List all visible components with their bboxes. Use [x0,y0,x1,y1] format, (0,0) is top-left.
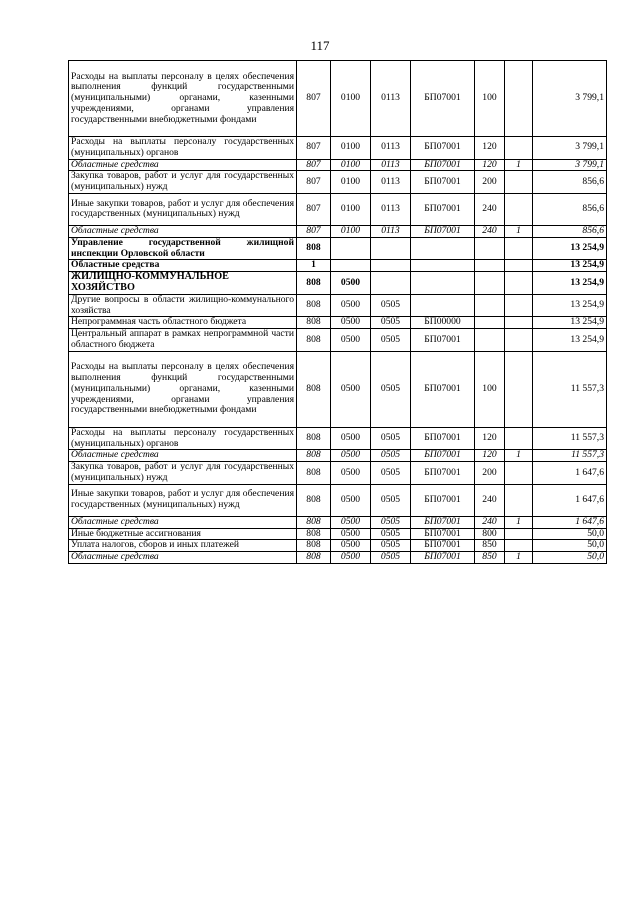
grbs-code-cell: 808 [297,294,331,317]
section-code-cell: 0500 [331,272,371,295]
grbs-code-cell: 808 [297,317,331,329]
funding-source-cell [505,193,533,225]
grbs-code-cell: 808 [297,528,331,540]
subsection-code-cell: 0113 [371,137,411,160]
amount-cell: 13 254,9 [533,260,607,272]
grbs-code-cell: 808 [297,540,331,552]
funding-source-cell [505,540,533,552]
section-code-cell [331,237,371,260]
funding-source-cell: 1 [505,225,533,237]
row-name-cell: Областные средства [69,552,297,564]
section-code-cell: 0500 [331,516,371,528]
grbs-code-cell: 807 [297,225,331,237]
subsection-code-cell: 0505 [371,484,411,516]
target-article-cell: БП07001 [411,462,475,485]
grbs-code-cell: 808 [297,237,331,260]
row-name-cell: Областные средства [69,450,297,462]
section-code-cell: 0500 [331,317,371,329]
expense-type-cell: 850 [475,552,505,564]
amount-cell: 856,6 [533,171,607,194]
subsection-code-cell: 0505 [371,528,411,540]
row-name-cell: Иные закупки товаров, работ и услуг для обеспечения государственных (муниципальных) нужд [69,484,297,516]
section-code-cell: 0500 [331,329,371,352]
section-code-cell: 0100 [331,137,371,160]
target-article-cell [411,294,475,317]
amount-cell: 1 647,6 [533,462,607,485]
amount-cell: 3 799,1 [533,61,607,137]
amount-cell: 856,6 [533,225,607,237]
expense-type-cell: 120 [475,159,505,171]
table-row [69,61,607,137]
expense-type-cell [475,260,505,272]
grbs-code-cell: 807 [297,61,331,137]
target-article-cell: БП07001 [411,516,475,528]
target-article-cell: БП07001 [411,427,475,450]
amount-cell: 50,0 [533,552,607,564]
section-code-cell: 0500 [331,351,371,427]
target-article-cell: БП07001 [411,552,475,564]
table-row [69,171,607,194]
grbs-code-cell: 808 [297,450,331,462]
expense-type-cell [475,237,505,260]
subsection-code-cell [371,237,411,260]
target-article-cell: БП07001 [411,193,475,225]
row-name-cell: Областные средства [69,260,297,272]
subsection-code-cell: 0505 [371,329,411,352]
target-article-cell: БП07001 [411,450,475,462]
table-row [69,294,607,317]
subsection-code-cell: 0505 [371,552,411,564]
target-article-cell: БП07001 [411,484,475,516]
grbs-code-cell: 808 [297,462,331,485]
expense-type-cell: 120 [475,427,505,450]
target-article-cell [411,272,475,295]
grbs-code-cell: 808 [297,516,331,528]
table-row [69,450,607,462]
table-row [69,552,607,564]
subsection-code-cell: 0505 [371,317,411,329]
table-row [69,528,607,540]
grbs-code-cell: 808 [297,351,331,427]
amount-cell: 13 254,9 [533,317,607,329]
section-code-cell: 0500 [331,540,371,552]
funding-source-cell: 1 [505,159,533,171]
expense-type-cell: 240 [475,193,505,225]
subsection-code-cell: 0113 [371,171,411,194]
funding-source-cell [505,484,533,516]
budget-table [68,60,607,564]
amount-cell: 3 799,1 [533,137,607,160]
grbs-code-cell: 808 [297,427,331,450]
table-row [69,225,607,237]
funding-source-cell [505,329,533,352]
table-row [69,540,607,552]
amount-cell: 11 557,3 [533,351,607,427]
table-row [69,137,607,160]
table-row [69,484,607,516]
section-code-cell: 0500 [331,484,371,516]
section-code-cell [331,260,371,272]
funding-source-cell [505,260,533,272]
row-name-cell: Управление государственной жилищной инспекции Орловской области [69,237,297,260]
table-row [69,351,607,427]
funding-source-cell [505,351,533,427]
row-name-cell: Другие вопросы в области жилищно-коммунального хозяйства [69,294,297,317]
expense-type-cell: 120 [475,137,505,160]
subsection-code-cell: 0505 [371,540,411,552]
grbs-code-cell: 807 [297,193,331,225]
grbs-code-cell: 807 [297,171,331,194]
amount-cell: 13 254,9 [533,294,607,317]
amount-cell: 3 799,1 [533,159,607,171]
row-name-cell: Иные бюджетные ассигнования [69,528,297,540]
grbs-code-cell: 1 [297,260,331,272]
row-name-cell: Областные средства [69,159,297,171]
row-name-cell: Непрограммная часть областного бюджета [69,317,297,329]
target-article-cell: БП07001 [411,528,475,540]
grbs-code-cell: 808 [297,552,331,564]
target-article-cell: БП07001 [411,171,475,194]
section-code-cell: 0500 [331,294,371,317]
section-code-cell: 0100 [331,159,371,171]
expense-type-cell: 100 [475,351,505,427]
section-code-cell: 0100 [331,171,371,194]
target-article-cell: БП07001 [411,137,475,160]
subsection-code-cell: 0505 [371,450,411,462]
amount-cell: 13 254,9 [533,272,607,295]
section-code-cell: 0500 [331,450,371,462]
target-article-cell: БП07001 [411,540,475,552]
expense-type-cell [475,329,505,352]
row-name-cell: Центральный аппарат в рамках непрограммной части областного бюджета [69,329,297,352]
table-row [69,329,607,352]
funding-source-cell: 1 [505,552,533,564]
funding-source-cell [505,137,533,160]
amount-cell: 1 647,6 [533,484,607,516]
funding-source-cell [505,317,533,329]
expense-type-cell: 800 [475,528,505,540]
section-code-cell: 0500 [331,427,371,450]
section-code-cell: 0100 [331,225,371,237]
table-row [69,237,607,260]
subsection-code-cell: 0113 [371,225,411,237]
table-row [69,193,607,225]
row-name-cell: Областные средства [69,225,297,237]
amount-cell: 1 647,6 [533,516,607,528]
expense-type-cell: 200 [475,171,505,194]
subsection-code-cell: 0505 [371,351,411,427]
target-article-cell: БП07001 [411,159,475,171]
row-name-cell: Расходы на выплаты персоналу в целях обеспечения выполнения функций государственными (муниципальными) органами, казенными учреждениями, органами управления государственными внебюджетными фондами [69,351,297,427]
expense-type-cell: 240 [475,225,505,237]
funding-source-cell [505,61,533,137]
table-row [69,427,607,450]
subsection-code-cell: 0505 [371,427,411,450]
grbs-code-cell: 808 [297,329,331,352]
row-name-cell: Расходы на выплаты персоналу в целях обеспечения выполнения функций государственными (муниципальными) органами, казенными учреждениями, органами управления государственными внебюджетными фондами [69,61,297,137]
grbs-code-cell: 808 [297,272,331,295]
section-code-cell: 0100 [331,193,371,225]
section-code-cell: 0100 [331,61,371,137]
row-name-cell: Расходы на выплаты персоналу государственных (муниципальных) органов [69,137,297,160]
table-row [69,260,607,272]
row-name-cell: Уплата налогов, сборов и иных платежей [69,540,297,552]
expense-type-cell: 850 [475,540,505,552]
grbs-code-cell: 808 [297,484,331,516]
target-article-cell: БП07001 [411,329,475,352]
target-article-cell: БП07001 [411,351,475,427]
expense-type-cell: 200 [475,462,505,485]
funding-source-cell [505,462,533,485]
amount-cell: 856,6 [533,193,607,225]
expense-type-cell [475,294,505,317]
row-name-cell: Областные средства [69,516,297,528]
funding-source-cell [505,294,533,317]
target-article-cell: БП00000 [411,317,475,329]
row-name-cell: ЖИЛИЩНО-КОММУНАЛЬНОЕ ХОЗЯЙСТВО [69,272,297,295]
expense-type-cell: 240 [475,484,505,516]
target-article-cell: БП07001 [411,225,475,237]
row-name-cell: Расходы на выплаты персоналу государственных (муниципальных) органов [69,427,297,450]
row-name-cell: Закупка товаров, работ и услуг для государственных (муниципальных) нужд [69,171,297,194]
subsection-code-cell: 0505 [371,294,411,317]
subsection-code-cell [371,260,411,272]
amount-cell: 50,0 [533,540,607,552]
target-article-cell [411,260,475,272]
section-code-cell: 0500 [331,552,371,564]
expense-type-cell: 100 [475,61,505,137]
page-number: 117 [310,38,330,53]
target-article-cell: БП07001 [411,61,475,137]
funding-source-cell [505,427,533,450]
expense-type-cell: 120 [475,450,505,462]
subsection-code-cell [371,272,411,295]
subsection-code-cell: 0113 [371,61,411,137]
grbs-code-cell: 807 [297,159,331,171]
subsection-code-cell: 0113 [371,193,411,225]
section-code-cell: 0500 [331,528,371,540]
subsection-code-cell: 0505 [371,516,411,528]
funding-source-cell [505,237,533,260]
funding-source-cell: 1 [505,450,533,462]
amount-cell: 13 254,9 [533,329,607,352]
expense-type-cell: 240 [475,516,505,528]
row-name-cell: Иные закупки товаров, работ и услуг для обеспечения государственных (муниципальных) нужд [69,193,297,225]
subsection-code-cell: 0505 [371,462,411,485]
table-row [69,272,607,295]
funding-source-cell: 1 [505,516,533,528]
table-row [69,462,607,485]
amount-cell: 50,0 [533,528,607,540]
subsection-code-cell: 0113 [371,159,411,171]
amount-cell: 11 557,3 [533,427,607,450]
row-name-cell: Закупка товаров, работ и услуг для государственных (муниципальных) нужд [69,462,297,485]
expense-type-cell [475,317,505,329]
amount-cell: 11 557,3 [533,450,607,462]
table-row [69,317,607,329]
table-row [69,516,607,528]
grbs-code-cell: 807 [297,137,331,160]
section-code-cell: 0500 [331,462,371,485]
funding-source-cell [505,272,533,295]
target-article-cell [411,237,475,260]
funding-source-cell [505,528,533,540]
amount-cell: 13 254,9 [533,237,607,260]
table-row [69,159,607,171]
expense-type-cell [475,272,505,295]
funding-source-cell [505,171,533,194]
